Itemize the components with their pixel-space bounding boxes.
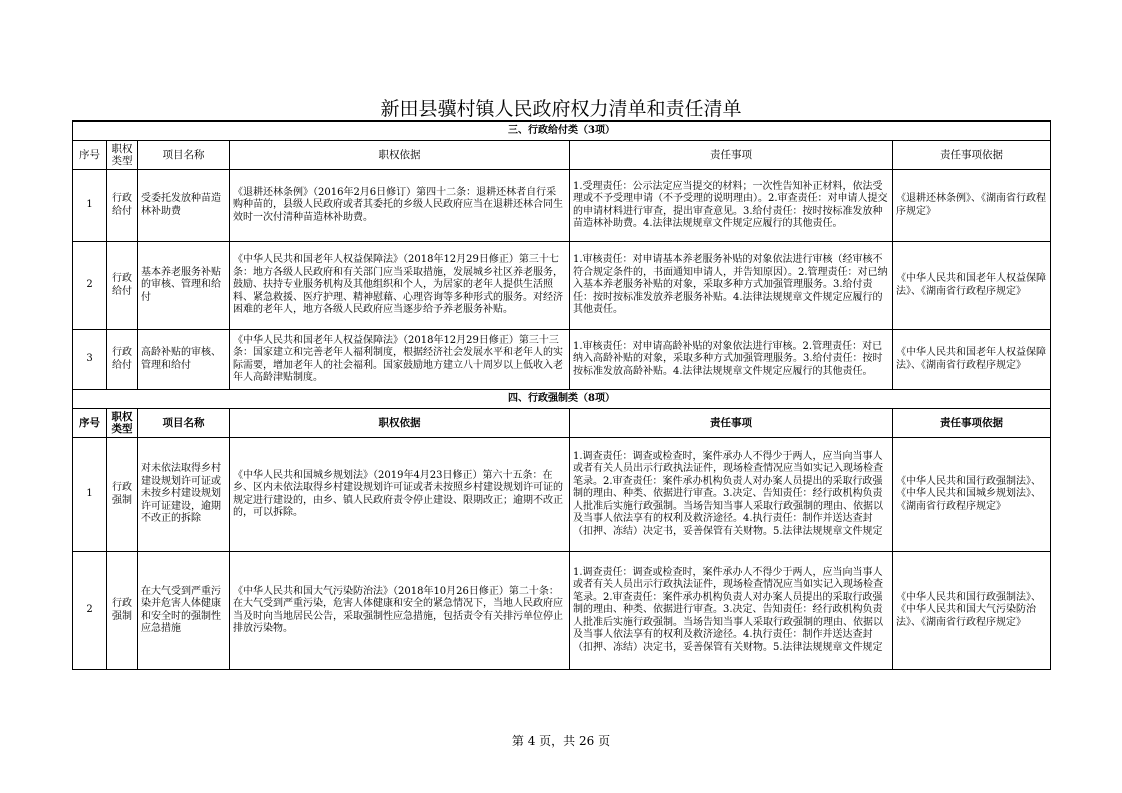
col-header-basis: 职权依据: [230, 409, 570, 438]
row-duty: 1.受理责任：公示法定应当提交的材料；一次性告知补正材料，依法受理或不予受理申请（不予受理的说明理由）。2.审查责任：对申请人提交的申请材料进行审查，提出审查意见。3.给付责任：按时按标准发放种苗造林补助费。4.法律法规规章文件规定应履行的其他责任。: [570, 170, 893, 242]
row-basis: 《中华人民共和国大气污染防治法》（2018年10月26日修正）第二十条：在大气受到严重污染，危害人体健康和安全的紧急情况下，当地人民政府应当及时向当地居民公告，采取强制性应急措施，包括责令有关排污单位停止排放污染物。: [230, 552, 570, 670]
row-type: 行政强制: [107, 552, 138, 670]
section-heading-row: [73, 390, 1051, 409]
col-header-name: 项目名称: [138, 141, 230, 170]
row-duty-basis: 《中华人民共和国老年人权益保障法》、《湖南省行政程序规定》: [893, 242, 1051, 330]
col-header-type: 职权类型: [107, 409, 138, 438]
row-type: 行政强制: [107, 438, 138, 552]
col-header-dutybasis: 责任事项依据: [893, 409, 1051, 438]
col-header-duty: 责任事项: [570, 409, 893, 438]
section-heading: 三、行政给付类（3项）: [73, 121, 1051, 141]
col-header-no: 序号: [73, 141, 107, 170]
row-type: 行政给付: [107, 330, 138, 390]
row-name: 在大气受到严重污染并危害人体健康和安全时的强制性应急措施: [138, 552, 230, 670]
row-no: 2: [73, 242, 107, 330]
row-duty: 1.审核责任：对申请高龄补贴的对象依法进行审核。2.管理责任：对已纳入高龄补贴的对象，采取多种方式加强管理服务。3.给付责任：按时按标准发放高龄补贴。4.法律法规规章文件规定应履行的其他责任。: [570, 330, 893, 390]
page-title: 新田县骥村镇人民政府权力清单和责任清单: [380, 98, 742, 120]
row-basis: 《退耕还林条例》（2016年2月6日修订）第四十二条：退耕还林者自行采购种苗的，县级人民政府或者其委托的乡级人民政府应当在退耕还林合同生效时一次付清种苗造林补助费。: [230, 170, 570, 242]
row-no: 1: [73, 170, 107, 242]
row-duty-basis: 《中华人民共和国行政强制法》、《中华人民共和国大气污染防治法》、《湖南省行政程序规定》: [893, 552, 1051, 670]
row-type: 行政给付: [107, 170, 138, 242]
col-header-duty: 责任事项: [570, 141, 893, 170]
table-row: [73, 170, 1051, 242]
row-duty-basis: 《退耕还林条例》、《湖南省行政程序规定》: [893, 170, 1051, 242]
row-duty-basis: 《中华人民共和国行政强制法》、《中华人民共和国城乡规划法》、《湖南省行政程序规定》: [893, 438, 1051, 552]
row-basis: 《中华人民共和国城乡规划法》（2019年4月23日修正）第六十五条：在乡、区内未依法取得乡村建设规划许可证或者未按照乡村建设规划许可证的规定进行建设的，由乡、镇人民政府责令停止建设、限期改正；逾期不改正的，可以拆除。: [230, 438, 570, 552]
row-name: 高龄补贴的审核、管理和给付: [138, 330, 230, 390]
col-header-no: 序号: [73, 409, 107, 438]
col-header-type: 职权类型: [107, 141, 138, 170]
section-heading-row: [73, 121, 1051, 141]
section-heading: 四、行政强制类（8项）: [73, 390, 1051, 409]
header-row: [73, 141, 1051, 170]
row-duty: 1.调查责任：调查或检查时，案件承办人不得少于两人，应当向当事人或者有关人员出示行政执法证件，现场检查情况应当如实记入现场检查笔录。2.审查责任：案件承办机构负责人对办案人员提出的采取行政强制的理由、种类、依据进行审查。3.决定、告知责任：经行政机构负责人批准后实施行政强制。当场告知当事人采取行政强制的理由、依据以及当事人依法享有的权利及救济途径。4.执行责任：制作并送达查封（扣押、冻结）决定书，妥善保管有关财物。5.法律法规规章文件规定: [570, 552, 893, 670]
row-duty-basis: 《中华人民共和国老年人权益保障法》、《湖南省行政程序规定》: [893, 330, 1051, 390]
table-row: [73, 552, 1051, 670]
row-basis: 《中华人民共和国老年人权益保障法》（2018年12月29日修正）第三十三条：国家建立和完善老年人福利制度，根据经济社会发展水平和老年人的实际需要，增加老年人的社会福利。国家鼓励地方建立八十周岁以上低收入老年人高龄津贴制度。: [230, 330, 570, 390]
row-name: 对未依法取得乡村建设规划许可证或未按乡村建设规划许可证建设，逾期不改正的拆除: [138, 438, 230, 552]
row-name: 受委托发放种苗造林补助费: [138, 170, 230, 242]
table-row: [73, 330, 1051, 390]
table-row: [73, 438, 1051, 552]
col-header-dutybasis: 责任事项依据: [893, 141, 1051, 170]
page-footer: 第 4 页，共 26 页: [511, 734, 611, 748]
row-duty: 1.调查责任：调查或检查时，案件承办人不得少于两人，应当向当事人或者有关人员出示行政执法证件，现场检查情况应当如实记入现场检查笔录。2.审查责任：案件承办机构负责人对办案人员提出的采取行政强制的理由、种类、依据进行审查。3.决定、告知责任：经行政机构负责人批准后实施行政强制。当场告知当事人采取行政强制的理由、依据以及当事人依法享有的权利及救济途径。4.执行责任：制作并送达查封（扣押、冻结）决定书，妥善保管有关财物。5.法律法规规章文件规定: [570, 438, 893, 552]
table-row: [73, 242, 1051, 330]
row-no: 3: [73, 330, 107, 390]
row-basis: 《中华人民共和国老年人权益保障法》（2018年12月29日修正）第三十七条：地方各级人民政府和有关部门应当采取措施，发展城乡社区养老服务，鼓励、扶持专业服务机构及其他组织和个人，为居家的老年人提供生活照料、紧急救援、医疗护理、精神慰藉、心理咨询等多种形式的服务。对经济困难的老年人，地方各级人民政府应当逐步给予养老服务补贴。: [230, 242, 570, 330]
col-header-name: 项目名称: [138, 409, 230, 438]
col-header-basis: 职权依据: [230, 141, 570, 170]
row-no: 1: [73, 438, 107, 552]
row-name: 基本养老服务补贴的审核、管理和给付: [138, 242, 230, 330]
power-list-table: [72, 120, 1051, 670]
row-no: 2: [73, 552, 107, 670]
header-row: [73, 409, 1051, 438]
row-duty: 1.审核责任：对申请基本养老服务补贴的对象依法进行审核（经审核不符合规定条件的，书面通知申请人，并告知原因）。2.管理责任：对已纳入基本养老服务补贴的对象，采取多种方式加强管理服务。3.给付责任：按时按标准发放养老服务补贴。4.法律法规规章文件规定应履行的其他责任。: [570, 242, 893, 330]
row-type: 行政给付: [107, 242, 138, 330]
